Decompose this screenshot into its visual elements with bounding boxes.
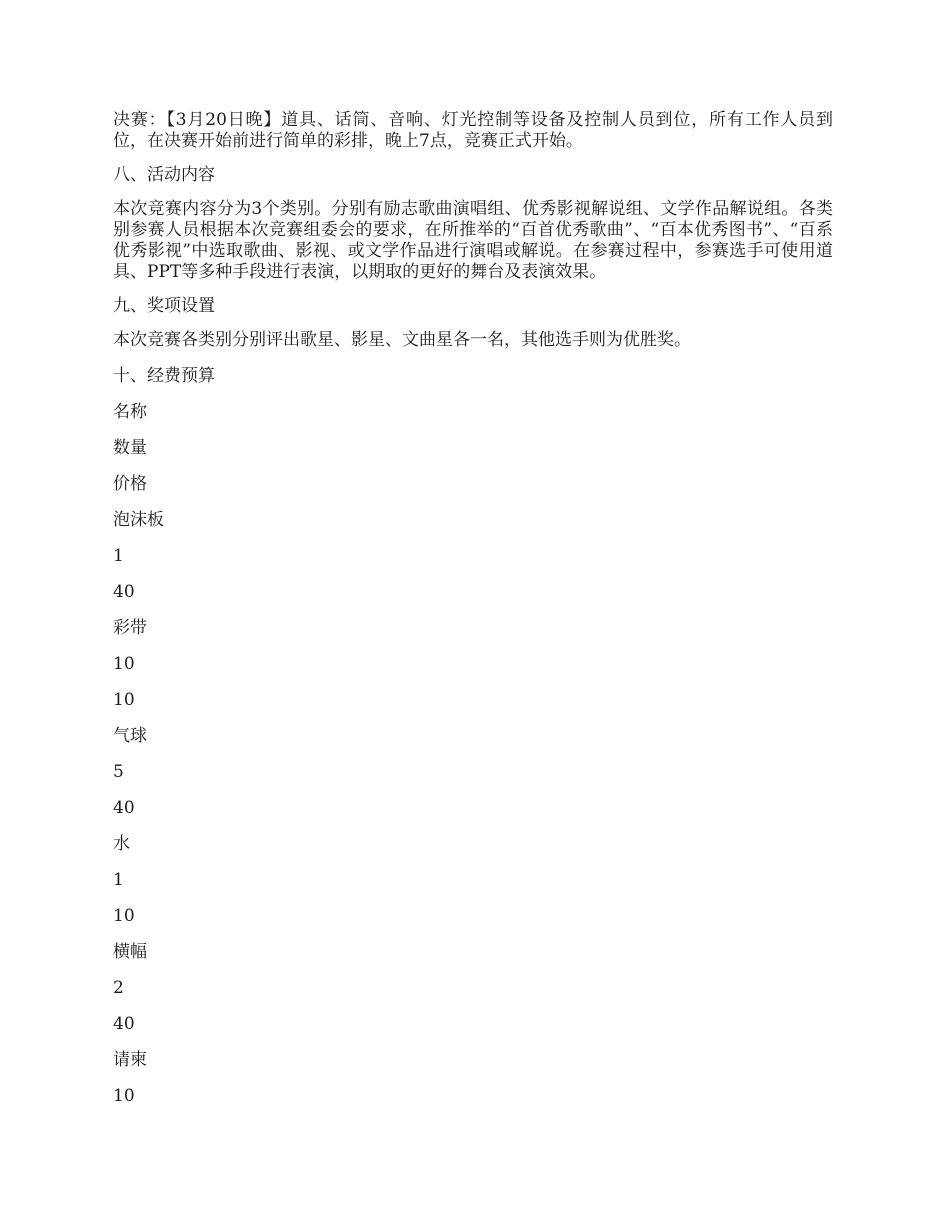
heading-budget: 十、经费预算 [113,366,215,386]
budget-cell: 2 [113,978,124,998]
budget-table [113,402,833,1107]
budget-cell: 请柬 [113,1050,147,1070]
budget-cell: 40 [113,582,135,602]
budget-cell: 彩带 [113,618,147,638]
budget-header-quantity: 数量 [113,438,147,458]
activity-content-paragraph: 本次竞赛内容分为3个类别。分别有励志歌曲演唱组、优秀影视解说组、文学作品解说组。各类别参赛人员根据本次竞赛组委会的要求，在所推举的“百首优秀歌曲”、“百本优秀图书”、“百系优秀影视”中选取歌曲、影视、或文学作品进行演唱或解说。在参赛过程中，参赛选手可使用道具、PPT等多种手段进行表演，以期取的更好的舞台及表演效果。 [113,199,833,282]
document-page [113,110,833,1122]
heading-activity-content: 八、活动内容 [113,165,215,185]
award-settings-paragraph: 本次竞赛各类别分别评出歌星、影星、文曲星各一名，其他选手则为优胜奖。 [113,330,691,350]
final-round-paragraph: 决赛：【3月20日晚】道具、话筒、音响、灯光控制等设备及控制人员到位，所有工作人员到位，在决赛开始前进行简单的彩排，晚上7点，竞赛正式开始。 [113,110,833,151]
budget-header-name: 名称 [113,402,147,422]
budget-cell: 10 [113,690,135,710]
budget-cell: 5 [113,762,124,782]
budget-cell: 横幅 [113,942,147,962]
budget-cell: 1 [113,546,124,566]
budget-cell: 40 [113,798,135,818]
budget-cell: 气球 [113,726,147,746]
budget-cell: 水 [113,834,130,854]
budget-header-price: 价格 [113,474,147,494]
budget-cell: 10 [113,654,135,674]
budget-cell: 10 [113,1086,135,1106]
budget-cell: 泡沫板 [113,510,164,530]
budget-cell: 40 [113,1014,135,1034]
budget-cell: 1 [113,870,124,890]
budget-cell: 10 [113,906,135,926]
heading-award-settings: 九、奖项设置 [113,296,215,316]
